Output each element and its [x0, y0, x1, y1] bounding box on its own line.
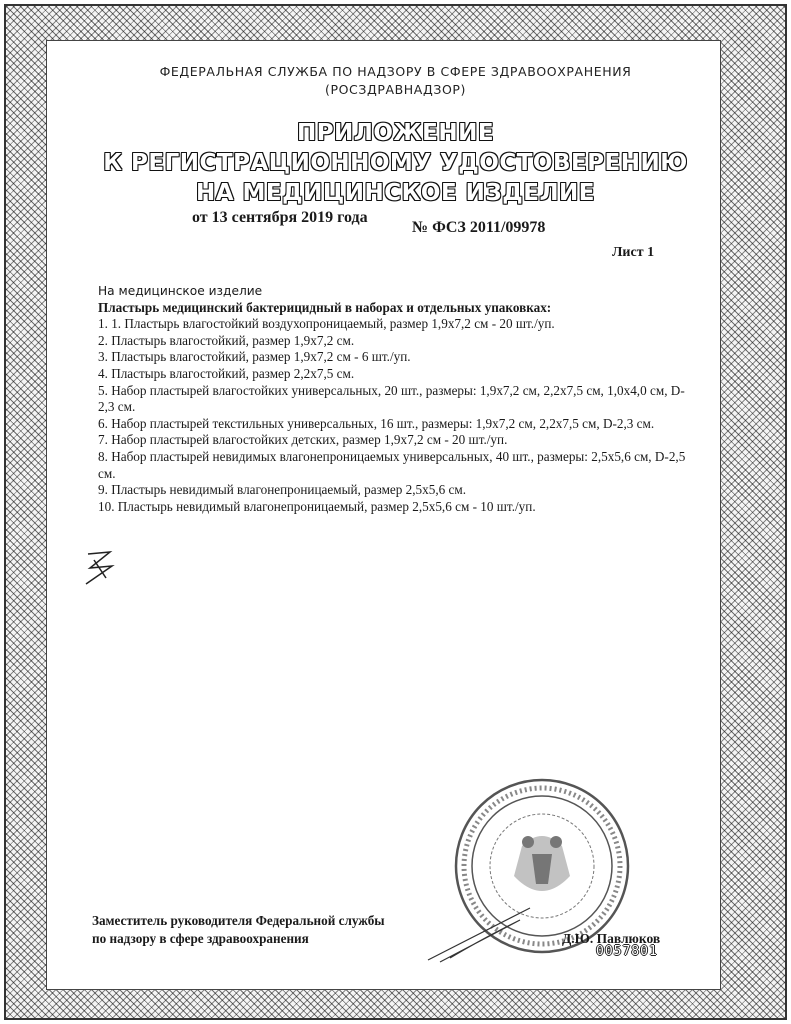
issue-date: от 13 сентября 2019 года — [192, 209, 368, 226]
signer-position-line2: по надзору в сфере здравоохранения — [92, 931, 309, 946]
registration-number: № ФСЗ 2011/09978 — [412, 219, 546, 236]
list-item: 2. Пластырь влагостойкий, размер 1,9х7,2 см. — [98, 332, 355, 348]
document-title-line1: ПРИЛОЖЕНИЕ — [296, 120, 495, 146]
list-item: 7. Набор пластырей влагостойких детских, размер 1,9х7,2 см - 20 шт./уп. — [98, 432, 508, 448]
product-name: Пластырь медицинский бактерицидный в наборах и отдельных упаковках: — [98, 299, 552, 315]
signer-name: Д.Ю. Павлюков — [562, 931, 661, 946]
list-item: 6. Набор пластырей текстильных универсальных, 16 шт., размеры: 1,9х7,2 см, 2,2х7,5 см, D-2,3 см. — [98, 415, 655, 431]
list-item: 4. Пластырь влагостойкий, размер 2,2х7,5 см. — [98, 365, 355, 381]
signer-position-line1: Заместитель руководителя Федеральной службы — [92, 913, 385, 928]
list-item: 5. Набор пластырей влагостойких универсальных, 20 шт., размеры: 1,9х7,2 см, 2,2х7,5 см, 1,0х4,0 см, D-2,3 см. — [98, 382, 685, 415]
handwritten-signature-icon — [420, 900, 540, 970]
agency-name: ФЕДЕРАЛЬНАЯ СЛУЖБА ПО НАДЗОРУ В СФЕРЕ ЗДРАВООХРАНЕНИЯ — [159, 64, 632, 79]
initial-signature-icon — [80, 548, 120, 588]
list-item: 8. Набор пластырей невидимых влагонепроницаемых универсальных, 40 шт., размеры: 2,5х5,6 см, D-2,5 см. — [98, 448, 686, 481]
list-item: 3. Пластырь влагостойкий, размер 1,9х7,2 см - 6 шт./уп. — [98, 349, 411, 365]
sheet-number: Лист 1 — [612, 245, 655, 260]
list-item: 1. 1. Пластырь влагостойкий воздухопроницаемый, размер 1,9х7,2 см - 20 шт./уп. — [98, 316, 555, 332]
document-body — [98, 283, 688, 515]
list-item: 10. Пластырь невидимый влагонепроницаемый, размер 2,5х5,6 см - 10 шт./уп. — [98, 498, 536, 514]
intro-text: На медицинское изделие — [98, 284, 263, 298]
list-item: 9. Пластырь невидимый влагонепроницаемый, размер 2,5х5,6 см. — [98, 482, 467, 498]
document-title-line3: НА МЕДИЦИНСКОЕ ИЗДЕЛИЕ — [195, 180, 596, 206]
agency-abbreviation: (РОСЗДРАВНАДЗОР) — [324, 82, 466, 97]
signer-position — [92, 912, 385, 948]
form-serial-number: 0057801 — [596, 944, 658, 959]
document-title-line2: К РЕГИСТРАЦИОННОМУ УДОСТОВЕРЕНИЮ — [103, 150, 688, 176]
